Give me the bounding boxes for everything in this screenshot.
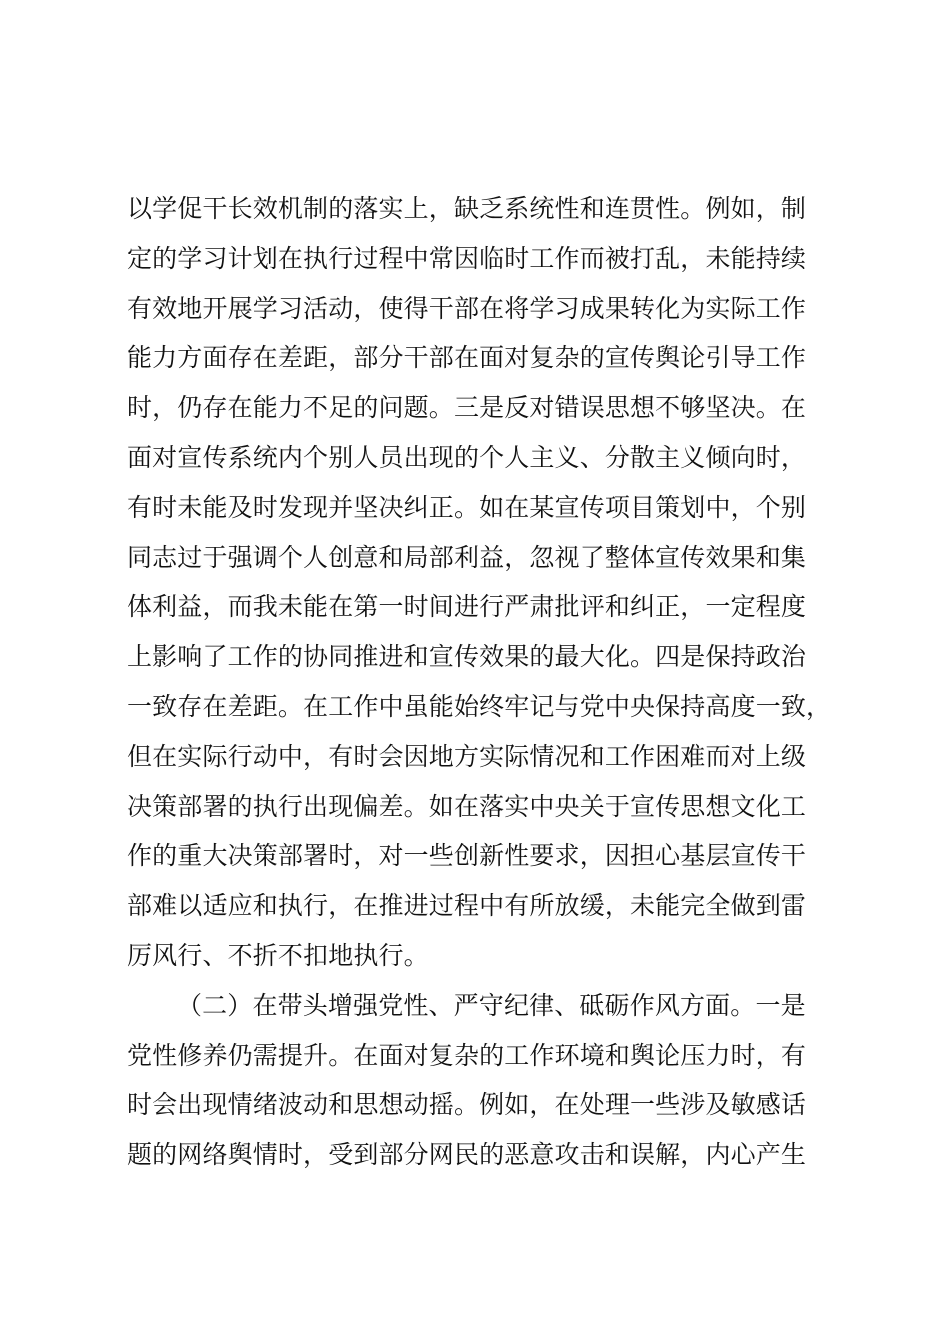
text-line: 上影响了工作的协同推进和宣传效果的最大化。四是保持政治 [127,642,807,672]
text-line: 有效地开展学习活动，使得干部在将学习成果转化为实际工作 [127,293,807,323]
text-line: 定的学习计划在执行过程中常因临时工作而被打乱，未能持续 [127,243,807,273]
section-heading-line: （二）在带头增强党性、严守纪律、砥砺作风方面。一是 [177,990,806,1020]
text-line: 部难以适应和执行，在推进过程中有所放缓，未能完全做到雷 [127,891,807,921]
text-line: 能力方面存在差距，部分干部在面对复杂的宣传舆论引导工作 [127,343,807,373]
text-line: 但在实际行动中，有时会因地方实际情况和工作困难而对上级 [127,741,807,771]
text-line: 决策部署的执行出现偏差。如在落实中央关于宣传思想文化工 [127,791,807,821]
body-text [127,184,847,1180]
text-line: 以学促干长效机制的落实上，缺乏系统性和连贯性。例如，制 [127,194,807,223]
text-line: 一致存在差距。在工作中虽能始终牢记与党中央保持高度一致， [127,691,832,721]
text-line: 时会出现情绪波动和思想动摇。例如，在处理一些涉及敏感话 [127,1090,807,1120]
text-line: 体利益，而我未能在第一时间进行严肃批评和纠正，一定程度 [127,592,807,622]
text-line: 党性修养仍需提升。在面对复杂的工作环境和舆论压力时，有 [127,1040,807,1070]
text-line: 时，仍存在能力不足的问题。三是反对错误思想不够坚决。在 [127,393,807,423]
text-line: 作的重大决策部署时，对一些创新性要求，因担心基层宣传干 [127,841,807,871]
text-line: 同志过于强调个人创意和局部利益，忽视了整体宣传效果和集 [127,542,807,572]
text-line: 面对宣传系统内个别人员出现的个人主义、分散主义倾向时， [127,442,807,472]
text-line: 题的网络舆情时，受到部分网民的恶意攻击和误解，内心产生 [127,1140,807,1170]
text-line: 有时未能及时发现并坚决纠正。如在某宣传项目策划中，个别 [127,492,807,522]
text-line: 厉风行、不折不扣地执行。 [127,940,429,970]
